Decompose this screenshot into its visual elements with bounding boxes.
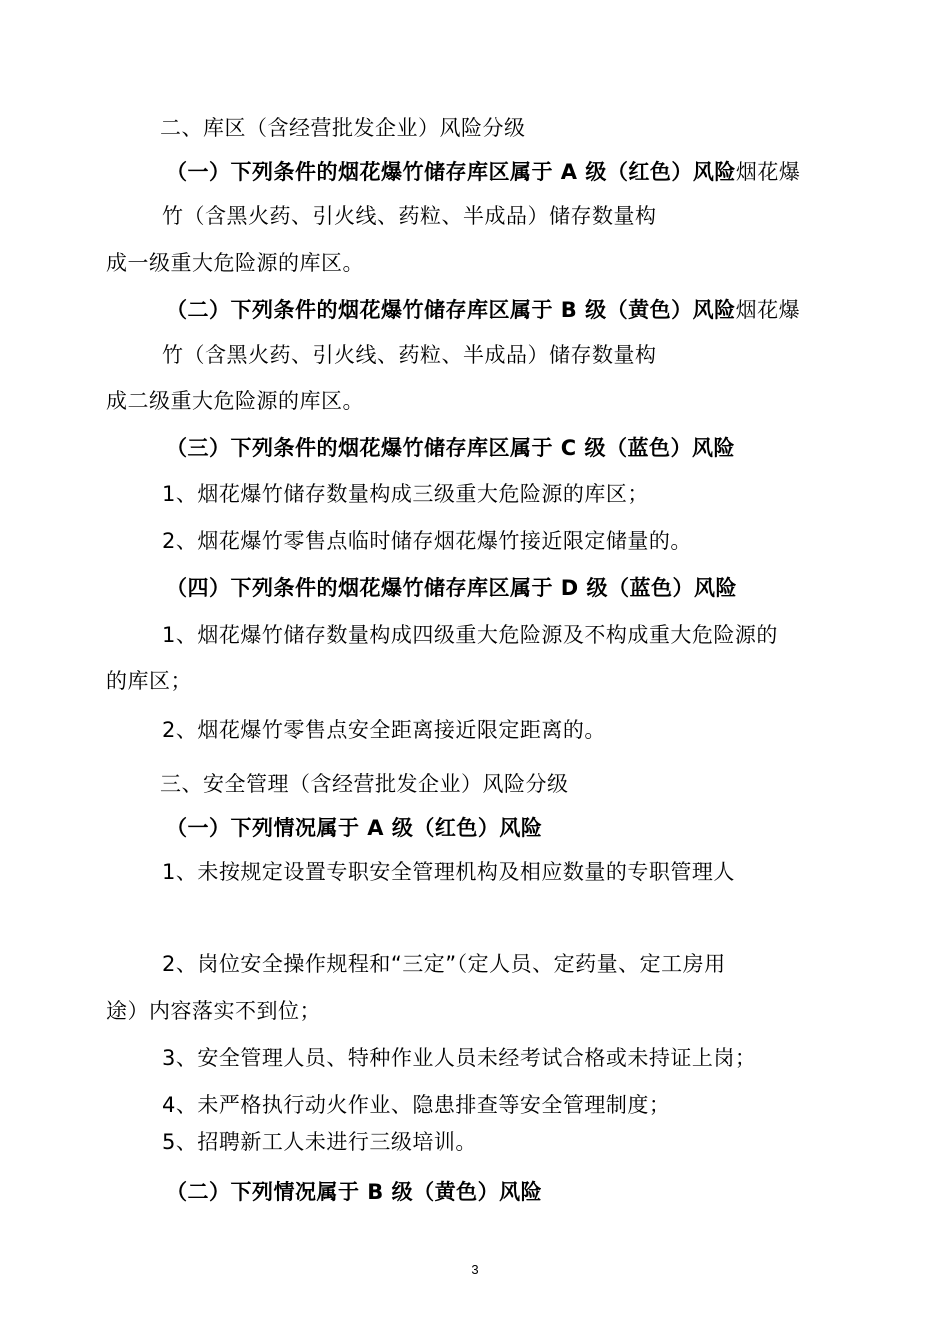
section-2-item-b-text: 烟花爆: [735, 298, 801, 322]
section-2-item-b-line2: 竹（含黑火药、引火线、药粒、半成品）储存数量构: [162, 343, 657, 367]
section-2-item-d-point-1: 1、烟花爆竹储存数量构成四级重大危险源及不构成重大危险源的: [162, 623, 778, 647]
section-2-item-b-line3: 成二级重大危险源的库区。: [106, 389, 364, 413]
section-3-item-a-point-5: 5、招聘新工人未进行三级培训。: [162, 1130, 477, 1154]
section-3-item-a-point-4: 4、未严格执行动火作业、隐患排查等安全管理制度；: [162, 1093, 671, 1117]
section-2-item-c-point-2: 2、烟花爆竹零售点临时储存烟花爆竹接近限定储量的。: [162, 529, 692, 553]
section-2-item-b: [166, 296, 800, 324]
section-2-item-d-point-1-cont: 的库区；: [106, 669, 192, 693]
section-2-item-d-title: （四）下列条件的烟花爆竹储存库区属于 D 级（蓝色）风险: [166, 576, 738, 600]
section-2-item-a: [166, 158, 800, 186]
section-3-item-b-title: （二）下列情况属于 B 级（黄色）风险: [166, 1180, 543, 1204]
section-2-item-c-title: （三）下列条件的烟花爆竹储存库区属于 C 级（蓝色）风险: [166, 436, 736, 460]
section-3-item-a-point-3: 3、安全管理人员、特种作业人员未经考试合格或未持证上岗；: [162, 1046, 757, 1070]
page-number: 3: [471, 1262, 479, 1277]
section-2-heading: 二、库区（含经营批发企业）风险分级: [160, 116, 526, 140]
section-3-item-a-point-2: 2、岗位安全操作规程和“三定”（定人员、定药量、定工房用: [162, 952, 726, 976]
section-2-item-a-title: （一）下列条件的烟花爆竹储存库区属于 A 级（红色）风险: [166, 160, 736, 184]
section-2-item-d-point-2: 2、烟花爆竹零售点安全距离接近限定距离的。: [162, 718, 606, 742]
section-3-heading: 三、安全管理（含经营批发企业）风险分级: [160, 772, 569, 796]
section-2-item-c-point-1: 1、烟花爆竹储存数量构成三级重大危险源的库区；: [162, 482, 649, 506]
section-2-item-a-line3: 成一级重大危险源的库区。: [106, 251, 364, 275]
section-2-item-a-line2: 竹（含黑火药、引火线、药粒、半成品）储存数量构: [162, 204, 657, 228]
section-2-item-b-title: （二）下列条件的烟花爆竹储存库区属于 B 级（黄色）风险: [166, 298, 736, 322]
section-3-item-a-point-1: 1、未按规定设置专职安全管理机构及相应数量的专职管理人: [162, 860, 735, 884]
section-2-item-a-text: 烟花爆: [735, 160, 801, 184]
section-3-item-a-point-2-cont: 途）内容落实不到位；: [106, 999, 321, 1023]
section-3-item-a-title: （一）下列情况属于 A 级（红色）风险: [166, 816, 543, 840]
